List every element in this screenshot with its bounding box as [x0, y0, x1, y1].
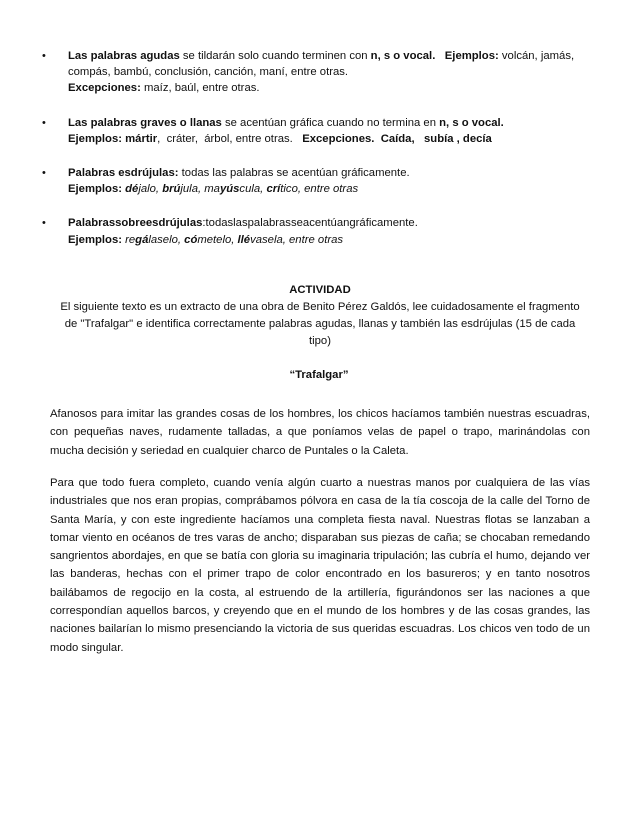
rule-text-segment: cula,	[239, 183, 267, 196]
rule-text-segment: llé	[237, 233, 251, 246]
rule-text-segment: jalo,	[138, 183, 163, 196]
rule-bullet-item	[40, 165, 588, 197]
bullet-dot-icon: •	[42, 116, 46, 129]
rule-bullet-item	[40, 115, 588, 147]
rule-text-segment: todas las palabras se acentúan gráficamente.	[178, 167, 410, 180]
rule-text-segment: n, s o vocal.	[370, 50, 436, 62]
rule-word: acentúan	[302, 217, 350, 230]
rule-bullet-item	[40, 48, 588, 97]
rule-word: sobreesdrújulas	[115, 217, 203, 230]
rule-text-segment: n, s o vocal.	[439, 116, 504, 129]
rule-text-segment: Ejemplos:	[68, 233, 126, 246]
rule-text-segment: maíz, baúl, entre otras.	[140, 82, 260, 95]
rule-word: gráficamente.	[349, 217, 418, 230]
rule-text-segment: Ejemplos:	[444, 50, 499, 62]
rule-line	[68, 232, 588, 248]
rule-word: palabras	[247, 217, 291, 230]
rule-text-segment: laselo,	[148, 233, 185, 246]
bullet-dot-icon: •	[42, 217, 46, 230]
rule-text-segment: yús	[219, 183, 240, 196]
rule-text-segment: dé	[125, 183, 139, 196]
rule-punctuation: :	[202, 217, 206, 230]
rule-word: se	[290, 217, 303, 230]
rule-text-segment: Las palabras agudas	[68, 50, 180, 62]
rule-text-segment	[435, 50, 444, 62]
rule-text-segment: volcán, jamás,	[498, 50, 575, 62]
activity-section	[50, 282, 590, 350]
rule-text-segment: Ejemplos: mártir	[68, 132, 158, 145]
rule-text-segment: có	[184, 233, 198, 246]
rule-text-segment: metelo,	[197, 233, 238, 246]
rule-line	[68, 48, 588, 64]
paragraph: Afanosos para imitar las grandes cosas de los hombres, los chicos hacíamos también nuestras escuadras, con pequeñas naves, rudamente talladas, a que poníamos velas de papel o trapo, marinándolas con mucha decisión y seriedad en cualquier charco de Puntales o la Caleta.	[50, 408, 590, 457]
bullet-dot-icon: •	[42, 50, 46, 62]
rule-bullet-item	[40, 215, 588, 247]
rule-text-segment: Excepciones. Caída, subía , decía	[302, 132, 492, 145]
rule-word: Palabras	[68, 217, 116, 230]
rule-text-segment: se acentúan gráfica cuando no termina en	[221, 116, 440, 129]
rule-text-segment: re	[125, 233, 136, 246]
rule-text-segment: brú	[162, 183, 181, 196]
rule-line	[68, 64, 588, 80]
rule-term	[115, 217, 205, 229]
rule-text-segment: tico, entre otras	[280, 183, 359, 196]
activity-instruction-line: tipo)	[309, 335, 331, 347]
rule-text-segment: Ejemplos:	[68, 183, 126, 196]
activity-title: ACTIVIDAD	[289, 284, 351, 296]
rule-text-segment: vasela, entre otras	[250, 233, 344, 246]
activity-instruction-line: El siguiente texto es un extracto de una obra de Benito Pérez Galdós, lee cuidadosamente el fragmento	[60, 301, 580, 313]
rule-word: todas	[205, 217, 234, 230]
rule-text-segment: se tildarán solo cuando terminen con	[179, 50, 371, 62]
rule-text-segment: Palabras esdrújulas:	[68, 167, 179, 180]
rule-text-segment: Las palabras graves o llanas	[68, 116, 222, 129]
rule-text-segment: jula, ma	[180, 183, 220, 196]
rules-list	[40, 48, 588, 266]
story-title: “Trafalgar”	[289, 369, 349, 381]
paragraph: Para que todo fuera completo, cuando venía algún cuarto a nuestras manos por cualquiera de las vías industriales que nos eran propias, comprábamos pólvora en casa de la tía coscoja de la calle del Torno de Santa María, y con este ingrediente hacíamos una completa fiesta naval. Nuestras flotas se lanzaban a tomar viento en océanos de tres varas de ancho; disparaban sus piezas de caña; se chocaban remedando sangrientos abordajes, en que se batía con gloria su imaginaria tripulación; las cubría el humo, dejando ver las banderas, hechas con el primer trapo de color encontrado en los basureros; y en tanto nosotros bailábamos de regocijo en la costa, al estruendo de la artillería, figurándonos ser las naciones a que correspondían aquellos barcos, y creyendo que en el mundo de los hombres y de las cosas grandes, las naciones bailarían lo mismo presenciando la victoria de sus queridas escuadras. Los chicos ven todo de un modo singular.	[50, 477, 590, 654]
rule-line	[68, 181, 588, 197]
rule-text-segment: compás, bambú, conclusión, canción, maní, entre otras.	[68, 66, 349, 79]
activity-instruction-line: de "Trafalgar" e identifica correctamente palabras agudas, llanas y también las esdrújulas (15 de cada	[64, 318, 576, 330]
rule-line	[68, 215, 588, 231]
rule-text-segment: crí	[266, 183, 281, 196]
rule-line	[68, 80, 588, 96]
rule-word: las	[233, 217, 248, 230]
bullet-dot-icon: •	[42, 167, 46, 180]
rule-line	[68, 165, 588, 181]
rule-line	[68, 115, 588, 131]
rule-text-segment: gá	[135, 233, 149, 246]
rule-text-segment: , cráter, árbol, entre otras.	[157, 132, 303, 145]
rule-text-segment: Excepciones:	[68, 82, 141, 95]
rule-line	[68, 131, 588, 147]
